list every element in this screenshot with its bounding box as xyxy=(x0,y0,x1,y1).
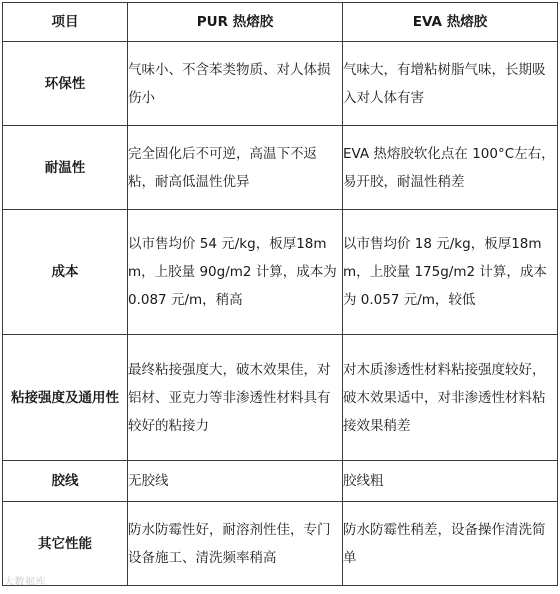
eva-cell: 对木质渗透性材料粘接强度较好，破木效果适中，对非渗透性材料粘接效果稍差 xyxy=(343,335,558,461)
pur-cell: 气味小、不含苯类物质、对人体损伤小 xyxy=(128,42,343,126)
header-eva: EVA 热熔胶 xyxy=(343,3,558,42)
table-row xyxy=(3,461,558,502)
pur-cell: 以市售均价 54 元/kg，板厚18mm，上胶量 90g/m2 计算，成本为 0.087 元/m，稍高 xyxy=(128,210,343,335)
eva-cell: 防水防霉性稍差，设备操作清洗简单 xyxy=(343,502,558,586)
row-label: 成本 xyxy=(3,210,128,335)
table-row xyxy=(3,210,558,335)
row-label: 其它性能 xyxy=(3,502,128,586)
header-item: 项目 xyxy=(3,3,128,42)
table-row xyxy=(3,42,558,126)
table-row xyxy=(3,502,558,586)
row-label: 胶线 xyxy=(3,461,128,502)
eva-cell: 气味大，有增粘树脂气味，长期吸入对人体有害 xyxy=(343,42,558,126)
comparison-table xyxy=(2,2,558,586)
pur-cell: 无胶线 xyxy=(128,461,343,502)
eva-cell: EVA 热熔胶软化点在 100°C左右，易开胶，耐温性稍差 xyxy=(343,126,558,210)
header-row xyxy=(3,3,558,42)
header-pur: PUR 热熔胶 xyxy=(128,3,343,42)
table-row xyxy=(3,335,558,461)
row-label: 耐温性 xyxy=(3,126,128,210)
row-label: 环保性 xyxy=(3,42,128,126)
pur-cell: 最终粘接强度大，破木效果佳，对铝材、亚克力等非渗透性材料具有较好的粘接力 xyxy=(128,335,343,461)
row-label: 粘接强度及通用性 xyxy=(3,335,128,461)
table-row xyxy=(3,126,558,210)
watermark: 大数据库 xyxy=(4,577,46,588)
eva-cell: 以市售均价 18 元/kg，板厚18mm，上胶量 175g/m2 计算，成本为 0.057 元/m，较低 xyxy=(343,210,558,335)
eva-cell: 胶线粗 xyxy=(343,461,558,502)
pur-cell: 防水防霉性好，耐溶剂性佳，专门设备施工、清洗频率稍高 xyxy=(128,502,343,586)
pur-cell: 完全固化后不可逆，高温下不返粘，耐高低温性优异 xyxy=(128,126,343,210)
